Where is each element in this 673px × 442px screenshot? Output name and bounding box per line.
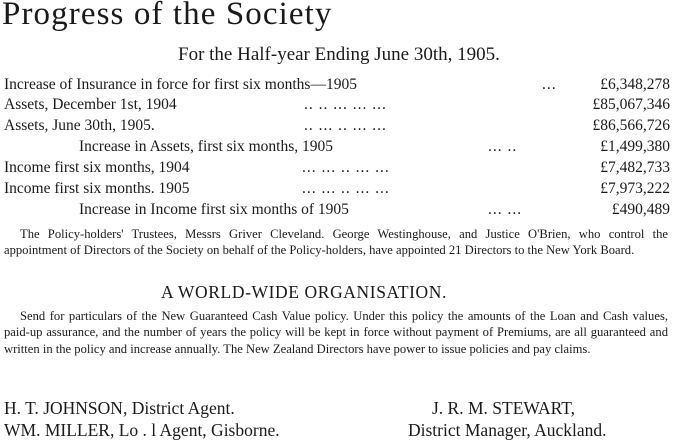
row-amount: £85,067,346 — [592, 96, 670, 113]
leader-dots: .. .. ... ... ... — [304, 96, 387, 113]
row-label: Income first six months. 1905 — [4, 180, 190, 197]
table-row — [4, 159, 673, 178]
row-amount: £86,566,726 — [592, 117, 670, 134]
section-title: A WORLD-WIDE ORGANISATION. — [161, 282, 448, 302]
row-label: Assets, June 30th, 1905. — [4, 117, 155, 134]
policy-paragraph: Send for particulars of the New Guaranteed Cash Value policy. Under this policy the amounts of the Loan and Cash values, paid-up assurance, and the number of years the policy will be kept in force without payment of Premiums, are all guaranteed and written in the policy and increase annually. The New Zealand Directors have power to issue policies and pay claims. — [4, 309, 668, 356]
leader-dots: ... — [542, 76, 557, 93]
leader-dots: ... ... .. ... ... — [302, 159, 390, 176]
leader-dots: ... ... .. ... ... — [302, 180, 390, 197]
signature-district-manager: District Manager, Auckland. — [408, 420, 607, 440]
trustees-paragraph: The Policy-holders' Trustees, Messrs Griver Cleveland. George Westinghouse, and Justice O'Brien, who control the appointment of Directors of the Society on behalf of the Policy-holders, have appointed 21 Directors to the New York Board. — [4, 227, 668, 258]
table-row — [4, 180, 673, 199]
subheadline: For the Half-year Ending June 30th, 1905. — [178, 44, 500, 65]
leader-dots: ... ... — [488, 201, 523, 218]
row-label: Increase in Income first six months of 1905 — [79, 201, 349, 218]
row-amount: £6,348,278 — [600, 76, 670, 93]
signature-johnson: H. T. JOHNSON, District Agent. — [4, 398, 235, 418]
table-row — [4, 96, 673, 115]
table-row — [4, 76, 673, 95]
signature-stewart: J. R. M. STEWART, — [432, 398, 576, 418]
row-label: Increase of Insurance in force for first six months—1905 — [4, 76, 357, 93]
signature-miller: WM. MILLER, Lo . l Agent, Gisborne. — [4, 420, 280, 440]
row-amount: £490,489 — [611, 201, 670, 218]
leader-dots: .. ... .. ... ... — [304, 117, 387, 134]
row-label: Assets, December 1st, 1904 — [4, 96, 177, 113]
headline: Progress of the Society — [2, 0, 333, 32]
row-amount: £1,499,380 — [600, 138, 670, 155]
row-amount: £7,482,733 — [600, 159, 670, 176]
leader-dots: ... .. — [488, 138, 518, 155]
table-row — [4, 201, 673, 220]
table-row — [4, 117, 673, 136]
row-label: Increase in Assets, first six months, 1905 — [79, 138, 334, 155]
row-label: Income first six months, 1904 — [4, 159, 190, 176]
table-row — [4, 138, 673, 157]
row-amount: £7,973,222 — [600, 180, 670, 197]
